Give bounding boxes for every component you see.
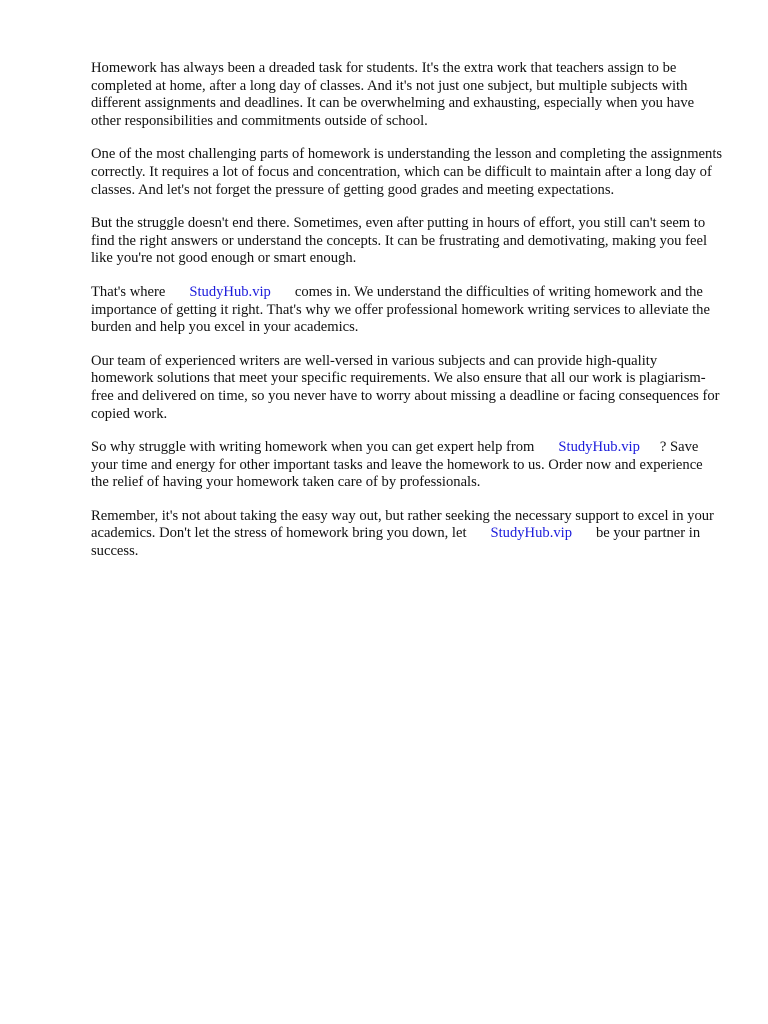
paragraph-challenges: One of the most challenging parts of homework is understanding the lesson and completing the assignments correctly. It requires a lot of focus and concentration, which can be difficult to maintain after a long day of classes. And let's not forget the pressure of getting good grades and meeting expectations. [91, 146, 723, 198]
studyhub-link[interactable]: StudyHub.vip [189, 283, 271, 300]
paragraph-cta-lead: So why struggle with writing homework when you can get expert help from [91, 439, 535, 456]
paragraph-intro: Homework has always been a dreaded task for students. It's the extra work that teachers assign to be completed at home, after a long day of classes. And it's not just one subject, but multiple subjects with different assignments and deadlines. It can be overwhelming and exhausting, especially when you have other responsibilities and commitments outside of school. [91, 60, 695, 129]
document-body [91, 60, 723, 577]
paragraph-cta-rest: ? Save your time and energy for other important tasks and leave the homework to us. Order now and experience the relief of having your homework taken care of by professionals. [91, 439, 703, 491]
paragraph-cta [91, 439, 723, 492]
paragraph-closing-rest: be your partner in success. [91, 525, 701, 560]
paragraph-service-rest: comes in. We understand the difficulties of writing homework and the importance of getting it right. That's why we offer professional homework writing services to alleviate the burden and help you excel in your academics. [91, 283, 710, 336]
paragraph-struggle: But the struggle doesn't end there. Sometimes, even after putting in hours of effort, you still can't seem to find the right answers or understand the concepts. It can be frustrating and demotivating, making you feel like you're not good enough or smart enough. [91, 215, 708, 267]
paragraph-service [91, 284, 723, 337]
studyhub-link[interactable]: StudyHub.vip [490, 525, 572, 542]
paragraph-team: Our team of experienced writers are well-versed in various subjects and can provide high-quality homework solutions that meet your specific requirements. We also ensure that all our work is plagiarism-free and delivered on time, so you never have to worry about missing a deadline or facing consequences for copied work. [91, 352, 720, 422]
paragraph-closing-lead: Remember, it's not about taking the easy way out, but rather seeking the necessary support to excel in your academics. Don't let the stress of homework bring you down, let [91, 507, 714, 542]
paragraph-service-lead: That's where [91, 283, 166, 300]
paragraph-closing [91, 508, 723, 561]
studyhub-link[interactable]: StudyHub.vip [558, 439, 640, 456]
